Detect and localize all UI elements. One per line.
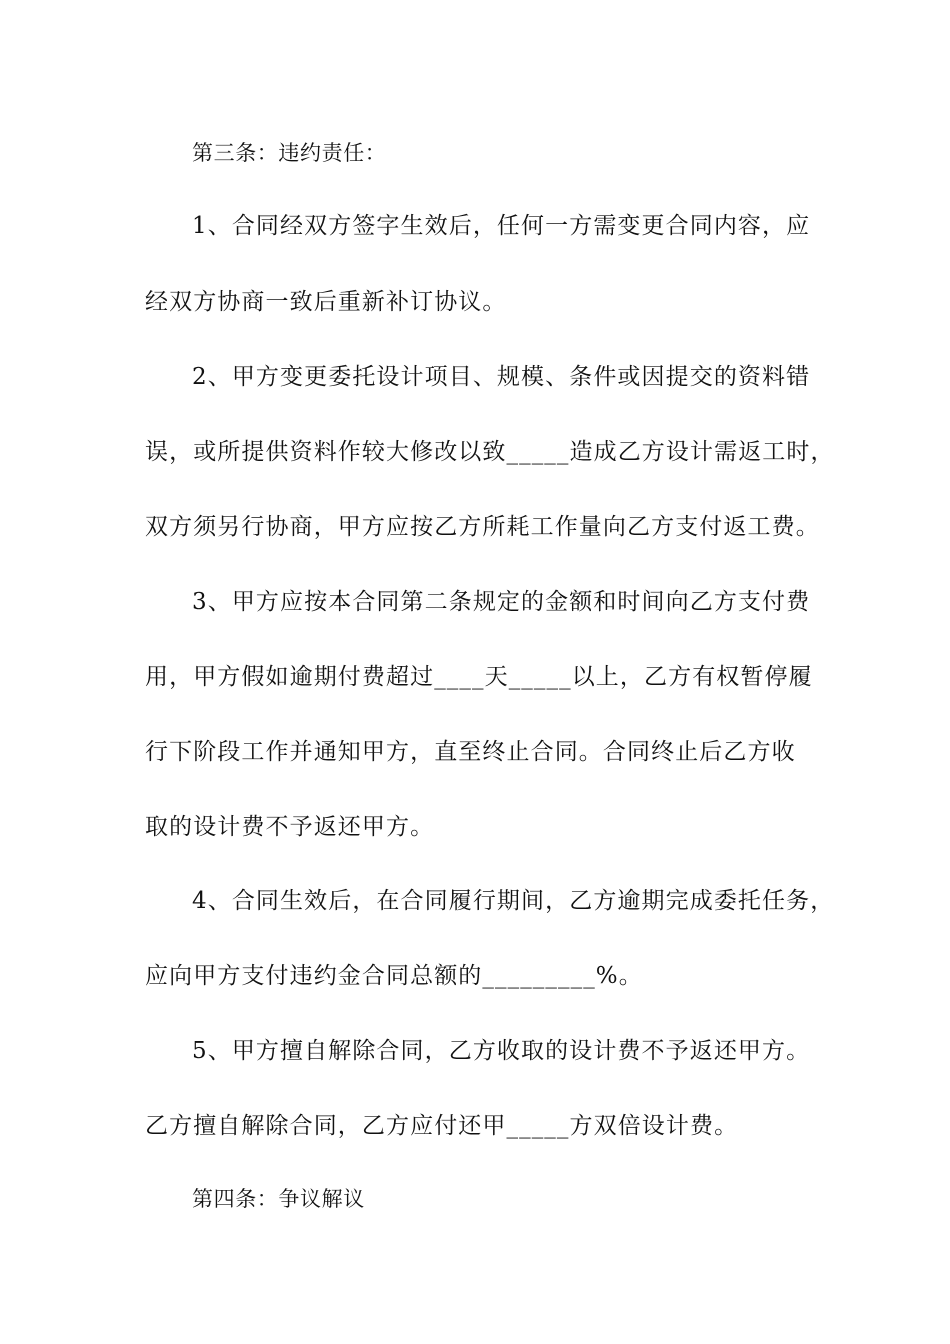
item-3-line-4: 取的设计费不予返还甲方。: [145, 814, 435, 840]
item-4-line-2: 应向甲方支付违约金合同总额的_________%。: [145, 963, 643, 989]
item-2-line-3: 双方须另行协商，甲方应按乙方所耗工作量向乙方支付返工费。: [145, 514, 820, 540]
item-5-line-2: 乙方擅自解除合同，乙方应付还甲_____方双倍设计费。: [145, 1113, 739, 1139]
item-2-line-2: 误，或所提供资料作较大修改以致_____造成乙方设计需返工时，: [145, 439, 835, 465]
item-1-line-2: 经双方协商一致后重新补订协议。: [145, 289, 507, 315]
section-3-heading: 第三条：违约责任：: [192, 141, 387, 165]
item-5-line-1: 5、甲方擅自解除合同，乙方收取的设计费不予返还甲方。: [192, 1038, 811, 1064]
item-2-line-1: 2、甲方变更委托设计项目、规模、条件或因提交的资料错: [192, 364, 811, 390]
item-3-line-1: 3、甲方应按本合同第二条规定的金额和时间向乙方支付费: [192, 589, 811, 615]
item-1-line-1: 1、合同经双方签字生效后，任何一方需变更合同内容，应: [192, 213, 811, 239]
item-4-line-1: 4、合同生效后，在合同履行期间，乙方逾期完成委托任务，: [192, 888, 835, 914]
item-3-line-3: 行下阶段工作并通知甲方，直至终止合同。合同终止后乙方收: [145, 739, 796, 765]
item-3-line-2: 用，甲方假如逾期付费超过____天_____以上，乙方有权暂停履: [145, 664, 813, 690]
section-4-heading: 第四条：争议解议: [192, 1187, 365, 1211]
